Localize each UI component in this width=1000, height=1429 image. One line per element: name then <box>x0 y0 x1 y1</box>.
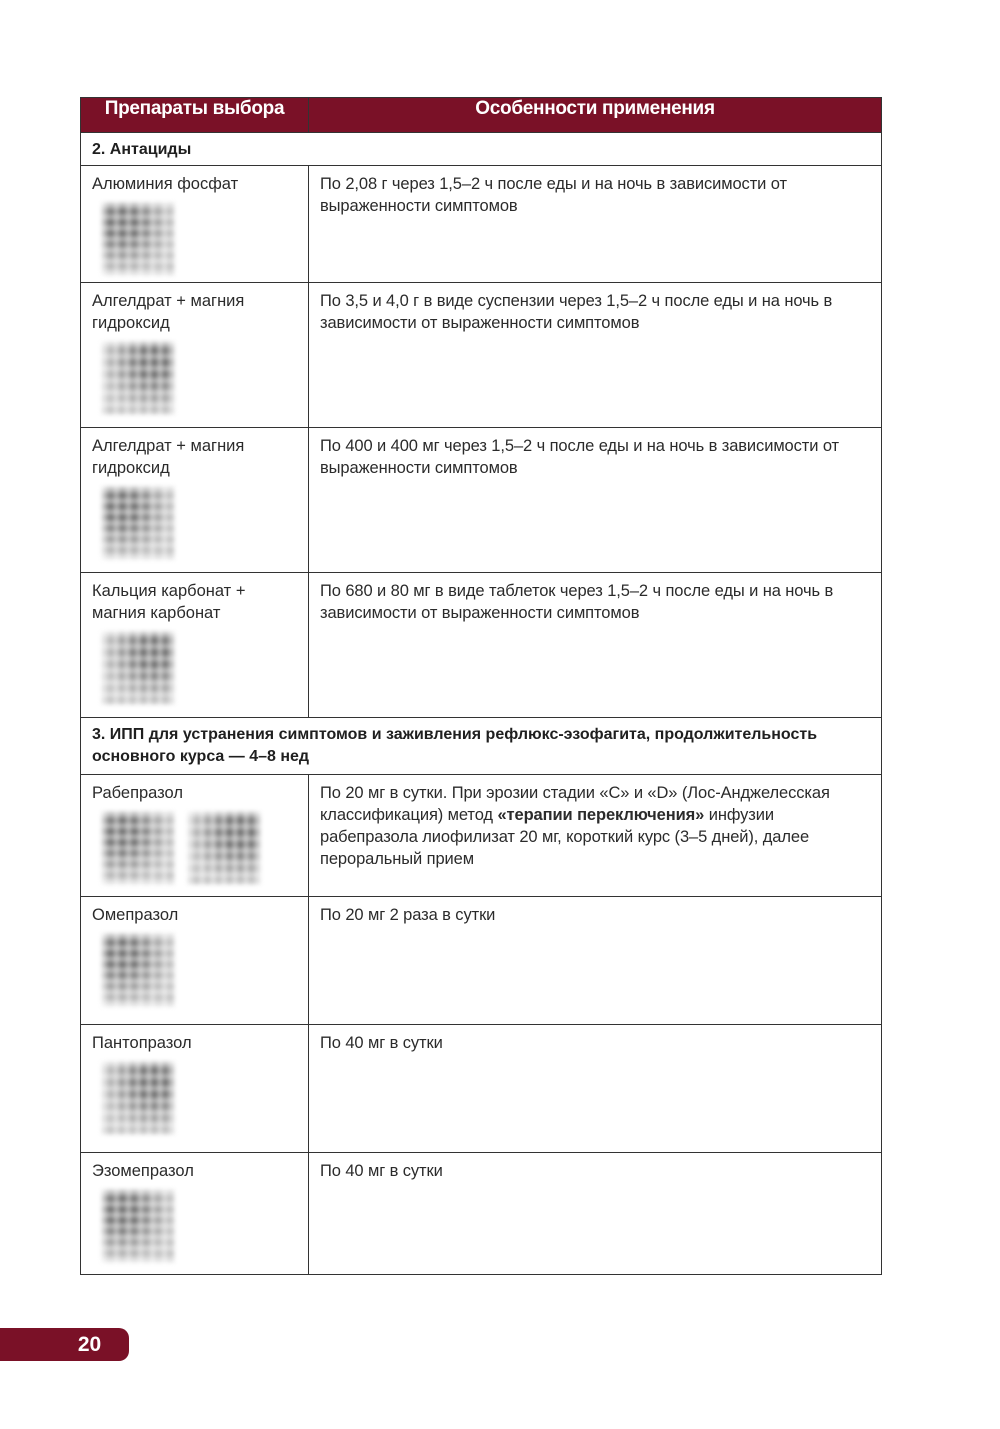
table-row <box>81 166 882 283</box>
usage-cell: По 20 мг 2 раза в сутки <box>309 897 882 1025</box>
drug-name: Алюминия фосфат <box>92 175 239 193</box>
drug-name: Рабепразол <box>92 784 183 802</box>
usage-text: инфузии рабепразола лиофилизат 20 мг, короткий курс (3–5 дней), далее пероральный прием <box>320 806 810 868</box>
usage-cell: По 2,08 г через 1,5–2 ч после еды и на ночь в зависимости от выраженности симптомов <box>309 166 882 283</box>
usage-cell: По 3,5 и 4,0 г в виде суспензии через 1,5–2 ч после еды и на ночь в зависимости от выраженности симптомов <box>309 283 882 428</box>
table-row <box>81 897 882 1025</box>
drug-name: Алгелдрат + магния гидроксид <box>92 292 245 332</box>
drug-cell <box>81 1153 309 1275</box>
qr-code-icon <box>102 934 174 1006</box>
table-row <box>81 1025 882 1153</box>
usage-cell <box>309 775 882 897</box>
drug-name: Алгелдрат + магния гидроксид <box>92 437 245 477</box>
qr-code-icon <box>102 203 174 275</box>
usage-cell: По 680 и 80 мг в виде таблеток через 1,5–2 ч после еды и на ночь в зависимости от выраженности симптомов <box>309 573 882 718</box>
drug-cell <box>81 573 309 718</box>
section-row-ppi <box>81 718 882 775</box>
drug-cell <box>81 283 309 428</box>
qr-code-icon <box>102 487 174 559</box>
qr-code-icon <box>102 342 174 414</box>
qr-code-icon <box>102 632 174 704</box>
section-title: 2. Антациды <box>81 133 882 166</box>
drug-name: Пантопразол <box>92 1034 192 1052</box>
qr-code-icon <box>188 812 260 884</box>
drug-cell <box>81 775 309 897</box>
usage-cell: По 40 мг в сутки <box>309 1025 882 1153</box>
table-row <box>81 775 882 897</box>
drug-name: Эзомепразол <box>92 1162 194 1180</box>
drug-table <box>80 97 882 1275</box>
page-number-tab <box>0 1328 129 1361</box>
table-row <box>81 283 882 428</box>
usage-cell: По 40 мг в сутки <box>309 1153 882 1275</box>
section-row-antacids <box>81 133 882 166</box>
table-row <box>81 573 882 718</box>
drug-cell <box>81 166 309 283</box>
qr-code-icon <box>102 812 174 884</box>
section-title: 3. ИПП для устранения симптомов и заживления рефлюкс-эзофагита, продолжительность основного курса — 4–8 нед <box>81 718 882 775</box>
usage-text: По 20 мг в сутки. При эрозии стадии «С» и «D» (Лос-Анджелесская классификация) метод <box>320 784 830 824</box>
drug-name: Омепразол <box>92 906 179 924</box>
drug-cell <box>81 897 309 1025</box>
usage-cell: По 400 и 400 мг через 1,5–2 ч после еды и на ночь в зависимости от выраженности симптомов <box>309 428 882 573</box>
usage-bold-term: «терапии переключения» <box>497 806 705 824</box>
table-row <box>81 1153 882 1275</box>
table-header-row <box>81 98 882 133</box>
qr-code-icon <box>102 1190 174 1262</box>
page-number: 20 <box>77 1332 102 1356</box>
column-header-drugs: Препараты выбора <box>81 98 309 133</box>
column-header-usage: Особенности применения <box>309 98 882 133</box>
qr-code-icon <box>102 1062 174 1134</box>
drug-cell <box>81 428 309 573</box>
table-row <box>81 428 882 573</box>
drug-cell <box>81 1025 309 1153</box>
drug-name: Кальция карбонат + магния карбонат <box>92 582 246 622</box>
